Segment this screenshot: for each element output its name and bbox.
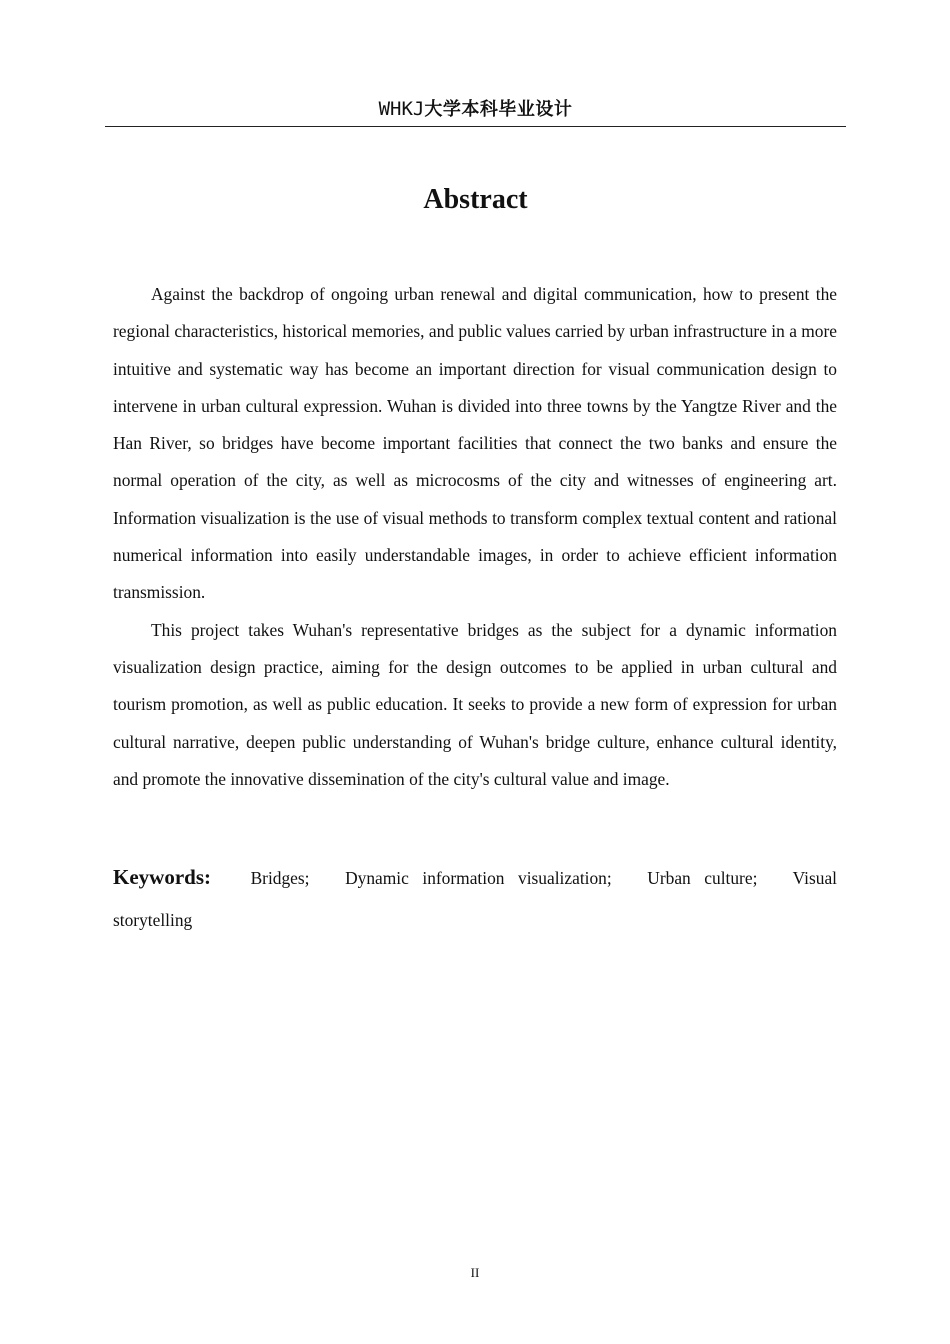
header-document-type: 大学本科毕业设计 — [424, 99, 573, 120]
page-number: II — [470, 1265, 480, 1280]
keyword-item: Bridges; — [250, 868, 310, 888]
abstract-body — [113, 276, 837, 798]
keyword-item: Visual storytelling — [113, 868, 837, 930]
abstract-paragraph-2: This project takes Wuhan's representative bridges as the subject for a dynamic information visualization design practice, aiming for the design outcomes to be applied in urban cultural and tourism promotion, as well as public education. It seeks to provide a new form of expression for urban cultural narrative, deepen public understanding of Wuhan's bridge culture, enhance cultural identity, and promote the innovative dissemination of the city's cultural value and image. — [113, 619, 837, 789]
keywords-label: Keywords: — [113, 865, 211, 889]
abstract-paragraph-1: Against the backdrop of ongoing urban renewal and digital communication, how to present the regional characteristics, historical memories, and public values carried by urban infrastructure in a more intuitive and systematic way has become an important direction for visual communication design to intervene in urban cultural expression. Wuhan is divided into three towns by the Yangtze River and the Han River, so bridges have become important facilities that connect the two banks and ensure the normal operation of the city, as well as microcosms of the city and witnesses of engineering art. Information visualization is the use of visual methods to transform complex textual content and rational numerical information into easily understandable images, in order to achieve efficient information transmission. — [113, 284, 837, 603]
section-title: Abstract — [423, 184, 528, 215]
keywords-line — [113, 856, 837, 941]
header-divider — [105, 126, 846, 127]
keyword-item: Dynamic information visualization; — [345, 868, 612, 888]
header-institution-code: WHKJ — [378, 98, 425, 120]
running-header — [105, 96, 846, 123]
keyword-item: Urban culture; — [647, 868, 758, 888]
